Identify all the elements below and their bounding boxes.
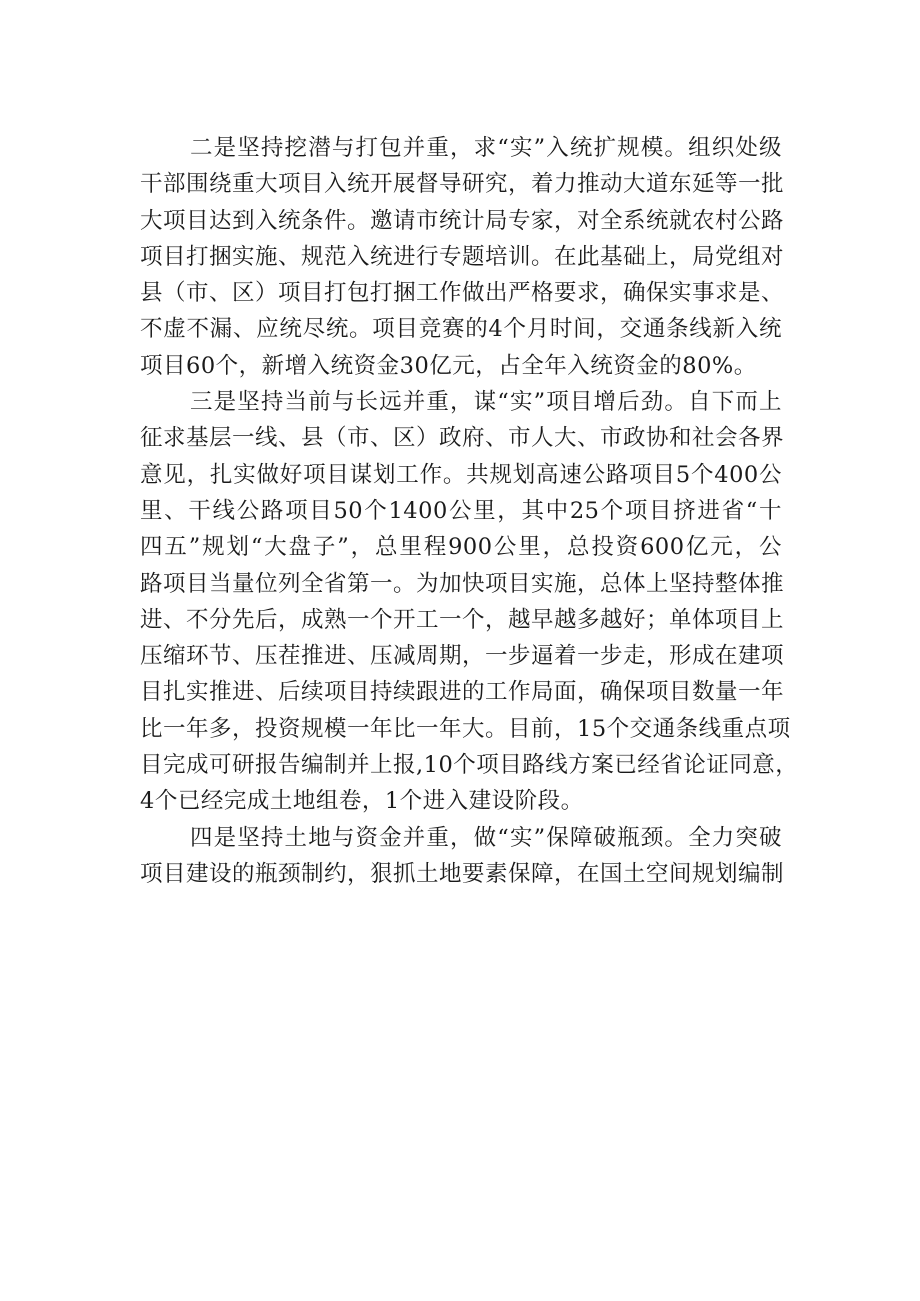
paragraph-line: 三是坚持当前与长远并重，谋“实”项目增后劲。自下而上 [190, 389, 782, 416]
paragraph-line: 征求基层一线、县（市、区）政府、市人大、市政协和社会各界 [140, 425, 785, 452]
paragraph-line: 里、干线公路项目50个1400公里，其中25个项目挤进省“十 [140, 497, 782, 524]
paragraph-line: 比一年多，投资规模一年比一年大。目前，15个交通条线重点项 [140, 715, 791, 742]
paragraph-line: 路项目当量位列全省第一。为加快项目实施，总体上坚持整体推 [140, 570, 785, 597]
paragraph-line: 进、不分先后，成熟一个开工一个，越早越多越好；单体项目上 [140, 606, 785, 633]
paragraph-line: 项目60个，新增入统资金30亿元，占全年入统资金的80%。 [140, 352, 757, 379]
paragraph-line: 二是坚持挖潜与打包并重，求“实”入统扩规模。组织处级 [190, 135, 782, 161]
paragraph-line: 目完成可研报告编制并上报,10个项目路线方案已经省论证同意， [140, 752, 799, 779]
paragraph-4 [140, 820, 785, 893]
document-body [140, 130, 799, 892]
paragraph-line: 大项目达到入统条件。邀请市统计局专家，对全系统就农村公路 [140, 207, 785, 234]
paragraph-line: 项目建设的瓶颈制约，狠抓土地要素保障，在国土空间规划编制 [140, 860, 785, 887]
paragraph-line: 干部围绕重大项目入统开展督导研究，着力推动大道东延等一批 [140, 171, 785, 198]
paragraph-line: 县（市、区）项目打包打捆工作做出严格要求，确保实事求是、 [140, 280, 785, 307]
paragraph-line: 意见，扎实做好项目谋划工作。共规划高速公路项目5个400公 [140, 461, 782, 488]
paragraph-line: 四五”规划“大盘子”，总里程900公里，总投资600亿元，公 [140, 534, 782, 561]
paragraph-line: 目扎实推进、后续项目持续跟进的工作局面，确保项目数量一年 [140, 679, 785, 706]
paragraph-line: 压缩环节、压茬推进、压减周期，一步逼着一步走，形成在建项 [140, 643, 785, 670]
paragraph-line: 项目打捆实施、规范入统进行专题培训。在此基础上，局党组对 [140, 243, 785, 270]
paragraph-line: 4个已经完成土地组卷，1个进入建设阶段。 [140, 788, 584, 815]
paragraph-line: 四是坚持土地与资金并重，做“实”保障破瓶颈。全力突破 [190, 824, 782, 851]
paragraph-3 [140, 384, 799, 820]
paragraph-line: 不虚不漏、应统尽统。项目竞赛的4个月时间，交通条线新入统 [140, 316, 782, 343]
paragraph-2 [140, 130, 785, 384]
